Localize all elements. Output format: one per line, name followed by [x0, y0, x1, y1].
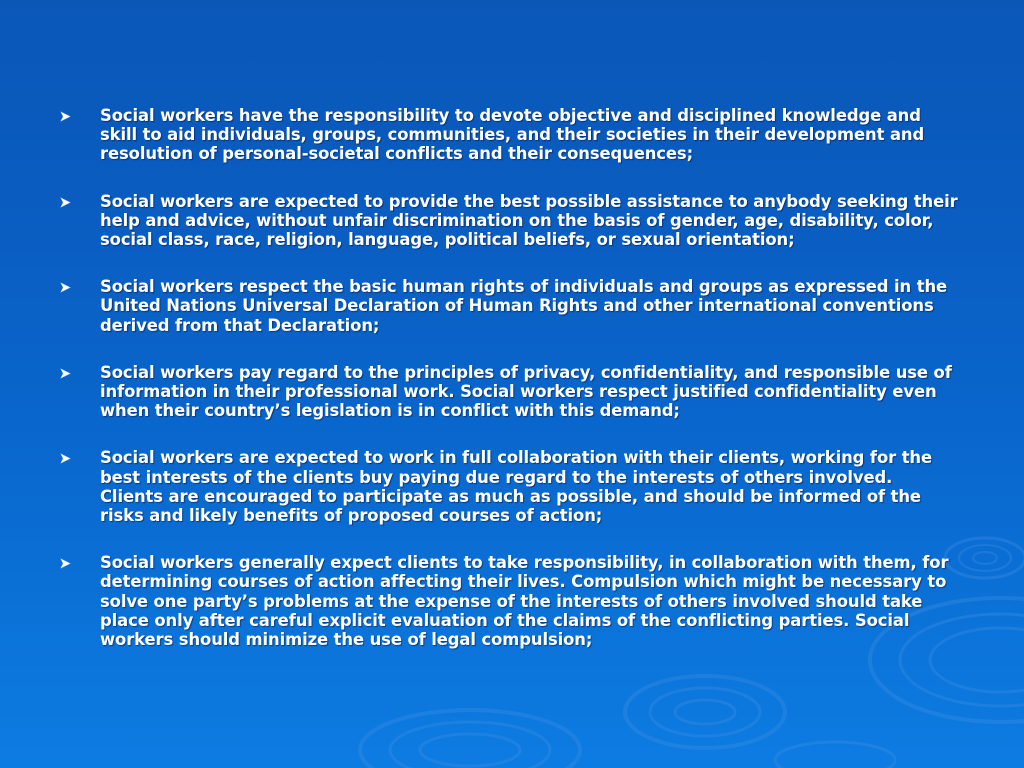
arrowhead-bullet-icon	[60, 192, 100, 208]
arrowhead-bullet-icon	[60, 448, 100, 464]
arrowhead-bullet-icon	[60, 106, 100, 122]
bullet-text: Social workers are expected to provide the best possible assistance to anybody seeking their help and advice, without unfair discrimination on the basis of gender, age, disability, color, social class, race, religion, language, political beliefs, or sexual orientation;	[100, 191, 958, 250]
bullet-item	[60, 553, 958, 649]
arrowhead-bullet-icon	[60, 363, 100, 379]
bullet-item	[60, 363, 958, 421]
arrowhead-bullet-icon	[60, 553, 100, 569]
bullet-text: Social workers are expected to work in full collaboration with their clients, working for the best interests of the clients buy paying due regard to the interests of others involved. Clients are encouraged to participate as much as possible, and should be informed of the risks and likely benefits of proposed courses of action;	[100, 448, 933, 526]
bullet-item	[60, 448, 958, 525]
bullet-text: Social workers respect the basic human rights of individuals and groups as expressed in the United Nations Universal Declaration of Human Rights and other international conventions derived from that Declaration;	[100, 277, 948, 335]
bullet-item	[60, 192, 958, 250]
bullet-text: Social workers generally expect clients to take responsibility, in collaboration with them, for determining courses of action affecting their lives. Compulsion which might be necessary to solve one party’s problems at the expense of the interests of others involved should take place only after careful explicit evaluation of the claims of the conflicting parties. Social workers should minimize the use of legal compulsion;	[100, 553, 949, 650]
bullet-text: Social workers pay regard to the principles of privacy, confidentiality, and responsible use of information in their professional work. Social workers respect justified confidentiality even when their country’s legislation is in conflict with this demand;	[100, 362, 952, 421]
bullet-item	[60, 106, 958, 164]
slide-body	[60, 106, 958, 677]
bullet-text: Social workers have the responsibility to devote objective and disciplined knowledge and skill to aid individuals, groups, communities, and their societies in their development and resolution of personal-societal conflicts and their consequences;	[100, 106, 925, 164]
bullet-list	[60, 106, 958, 649]
arrowhead-bullet-icon	[60, 277, 100, 293]
bullet-item	[60, 277, 958, 335]
